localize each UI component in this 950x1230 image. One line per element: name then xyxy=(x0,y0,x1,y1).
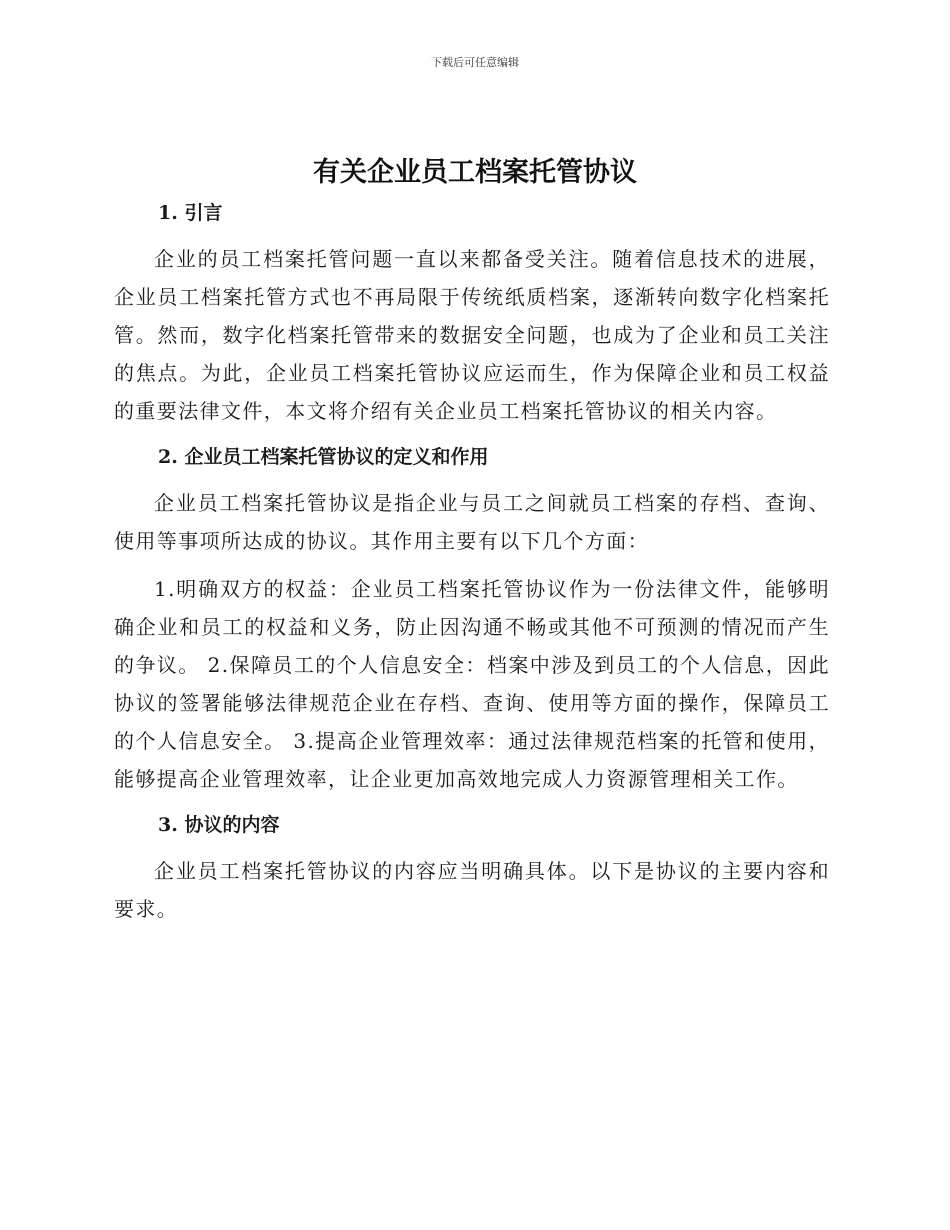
paragraph-functions: 1.明确双方的权益：企业员工档案托管协议作为一份法律文件，能够明确企业和员工的权益和义务，防止因沟通不畅或其他不可预测的情况而产生的争议。 2.保障员工的个人信息安全：档案中涉及到员工的个人信息，因此协议的签署能够法律规范企业在存档、查询、使用等方面的操作，保障员工的个人信息安全。 3.提高企业管理效率：通过法律规范档案的托管和使用，能够提高企业管理效率，让企业更加高效地完成人力资源管理相关工作。 xyxy=(114,577,830,791)
header-note: 下载后可任意编辑 xyxy=(431,56,519,69)
section-heading-content: 3. 协议的内容 xyxy=(158,814,280,836)
paragraph-definition: 企业员工档案托管协议是指企业与员工之间就员工档案的存档、查询、使用等事项所达成的协议。其作用主要有以下几个方面： xyxy=(114,491,830,553)
section-heading-introduction: 1. 引言 xyxy=(158,202,223,224)
document-title: 有关企业员工档案托管协议 xyxy=(313,157,637,188)
paragraph-content: 企业员工档案托管协议的内容应当明确具体。以下是协议的主要内容和要求。 xyxy=(114,859,830,921)
paragraph-introduction: 企业的员工档案托管问题一直以来都备受关注。随着信息技术的进展，企业员工档案托管方式也不再局限于传统纸质档案，逐渐转向数字化档案托管。然而，数字化档案托管带来的数据安全问题，也成为了企业和员工关注的焦点。为此，企业员工档案托管协议应运而生，作为保障企业和员工权益的重要法律文件，本文将介绍有关企业员工档案托管协议的相关内容。 xyxy=(114,247,830,423)
section-heading-definition: 2. 企业员工档案托管协议的定义和作用 xyxy=(158,446,489,468)
document-body xyxy=(114,196,830,928)
